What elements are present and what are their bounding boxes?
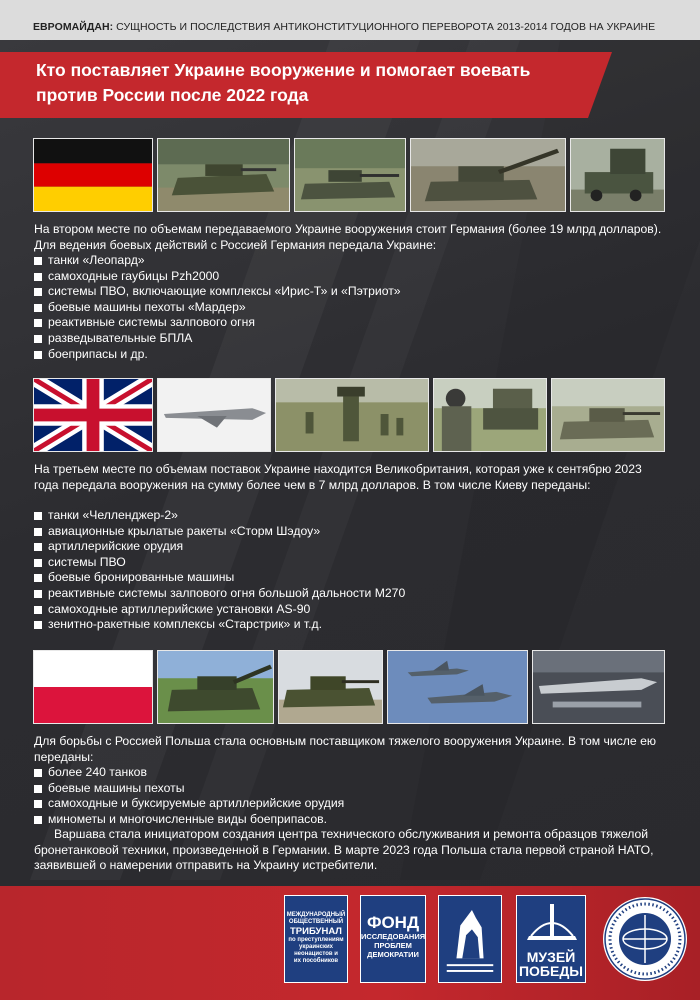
list-item: авиационные крылатые ракеты «Сторм Шэдоу» [34, 524, 668, 540]
photo-krab-howitzer [157, 650, 274, 724]
photo-iris-t-launcher [570, 138, 665, 212]
list-item: зенитно-ракетные комплексы «Старстрик» и т.д. [34, 617, 668, 633]
poland-intro: Для борьбы с Россией Польша стала основным поставщиком тяжелого вооружения Украине. В том числе ею переданы: [34, 734, 656, 764]
list-item: танки «Челленджер-2» [34, 508, 668, 524]
header-prefix: ЕВРОМАЙДАН: [33, 21, 114, 33]
footer-band [0, 886, 700, 1000]
list-item: самоходные артиллерийские установки AS-90 [34, 602, 668, 618]
tribunal-line: МЕЖДУНАРОДНЫЙ [286, 912, 346, 918]
photo-starstreak-soldiers [275, 378, 429, 452]
compatriots-fund-logo [600, 895, 690, 983]
list-item: самоходные гаубицы Pzh2000 [34, 269, 668, 285]
list-item: самоходные и буксируемые артиллерийские орудия [34, 796, 668, 812]
header-subtitle: СУЩНОСТЬ И ПОСЛЕДСТВИЯ АНТИКОНСТИТУЦИОННОГО ПЕРЕВОРОТА 2013-2014 ГОДОВ НА УКРАИНЕ [113, 21, 656, 33]
photo-t72-tank [278, 650, 383, 724]
germany-list [34, 253, 668, 362]
tribunal-line: ОБЩЕСТВЕННЫЙ [288, 919, 344, 925]
list-item: системы ПВО, включающие комплексы «Ирис-Т» и «Пэтриот» [34, 284, 668, 300]
poland-outro: Варшава стала инициатором создания центра технического обслуживания и ремонта образцов тяжелой бронетанковой техники, произведенной в Германии. В марте 2023 года Польша стала первой страной НАТО, заявившей о намерении отправить на Украину истребители. [34, 827, 654, 873]
tribunal-line: ТРИБУНАЛ [290, 926, 342, 937]
poland-image-row [33, 650, 665, 724]
list-item: боевые машины пехоты «Мардер» [34, 300, 668, 316]
photo-rocket-display [532, 650, 665, 724]
list-item: боевые машины пехоты [34, 781, 668, 797]
list-item: боевые бронированные машины [34, 570, 668, 586]
photo-leopard-tank [294, 138, 406, 212]
list-item: боеприпасы и др. [34, 347, 668, 363]
tribunal-logo [284, 895, 348, 983]
list-item: реактивные системы залпового огня [34, 315, 668, 331]
germany-image-row [33, 138, 665, 212]
britain-intro: На третьем месте по объемам поставок Украине находится Великобритания, которая уже к сентябрю 2023 года передала вооружения на сумму более чем в 7 млрд долларов. В том числе Киеву переданы: [34, 462, 642, 492]
tribunal-line: неонацистов и [294, 951, 338, 957]
fond-line: ДЕМОКРАТИИ [367, 950, 419, 959]
tribunal-line: украинских [298, 944, 334, 950]
header-bar [0, 0, 700, 40]
germany-intro: На втором месте по объемам передаваемого Украине вооружения стоит Германия (более 19 млрд долларов). Для ведения боевых действий с Россией Германия передала Украине: [34, 222, 662, 252]
list-item: системы ПВО [34, 555, 668, 571]
uk-flag [33, 378, 153, 452]
list-item: минометы и многочисленные виды боеприпасов. [34, 812, 668, 828]
photo-m270-soldier [433, 378, 547, 452]
britain-list [34, 508, 668, 633]
list-item: артиллерийские орудия [34, 539, 668, 555]
museum-text: МУЗЕЙ ПОБЕДЫ [518, 949, 584, 979]
list-item: более 240 танков [34, 765, 668, 781]
photo-marder-ifv [157, 138, 290, 212]
poland-flag [33, 650, 153, 724]
fond-line: ФОНД [366, 913, 420, 932]
header-text [33, 21, 655, 33]
tribunal-line: по преступлениям [288, 937, 344, 943]
photo-mig29-fighters [387, 650, 528, 724]
list-item: танки «Леопард» [34, 253, 668, 269]
page-title: Кто поставляет Украине вооружение и помогает воевать против России после 2022 года [36, 60, 531, 105]
fond-line: ПРОБЛЕМ [374, 941, 412, 950]
germany-flag [33, 138, 153, 212]
photo-pzh2000 [410, 138, 566, 212]
list-item: разведывательные БПЛА [34, 331, 668, 347]
poland-list [34, 765, 668, 827]
public-chamber-logo [438, 895, 502, 983]
photo-challenger-2 [551, 378, 665, 452]
photo-storm-shadow-missile [157, 378, 271, 452]
list-item: реактивные системы залпового огня большой дальности М270 [34, 586, 668, 602]
fond-logo [360, 895, 426, 983]
fond-line: ИССЛЕДОВАНИЯ [361, 932, 426, 941]
tribunal-line: их пособников [293, 958, 339, 964]
victory-museum-logo [516, 895, 586, 983]
britain-image-row [33, 378, 665, 452]
